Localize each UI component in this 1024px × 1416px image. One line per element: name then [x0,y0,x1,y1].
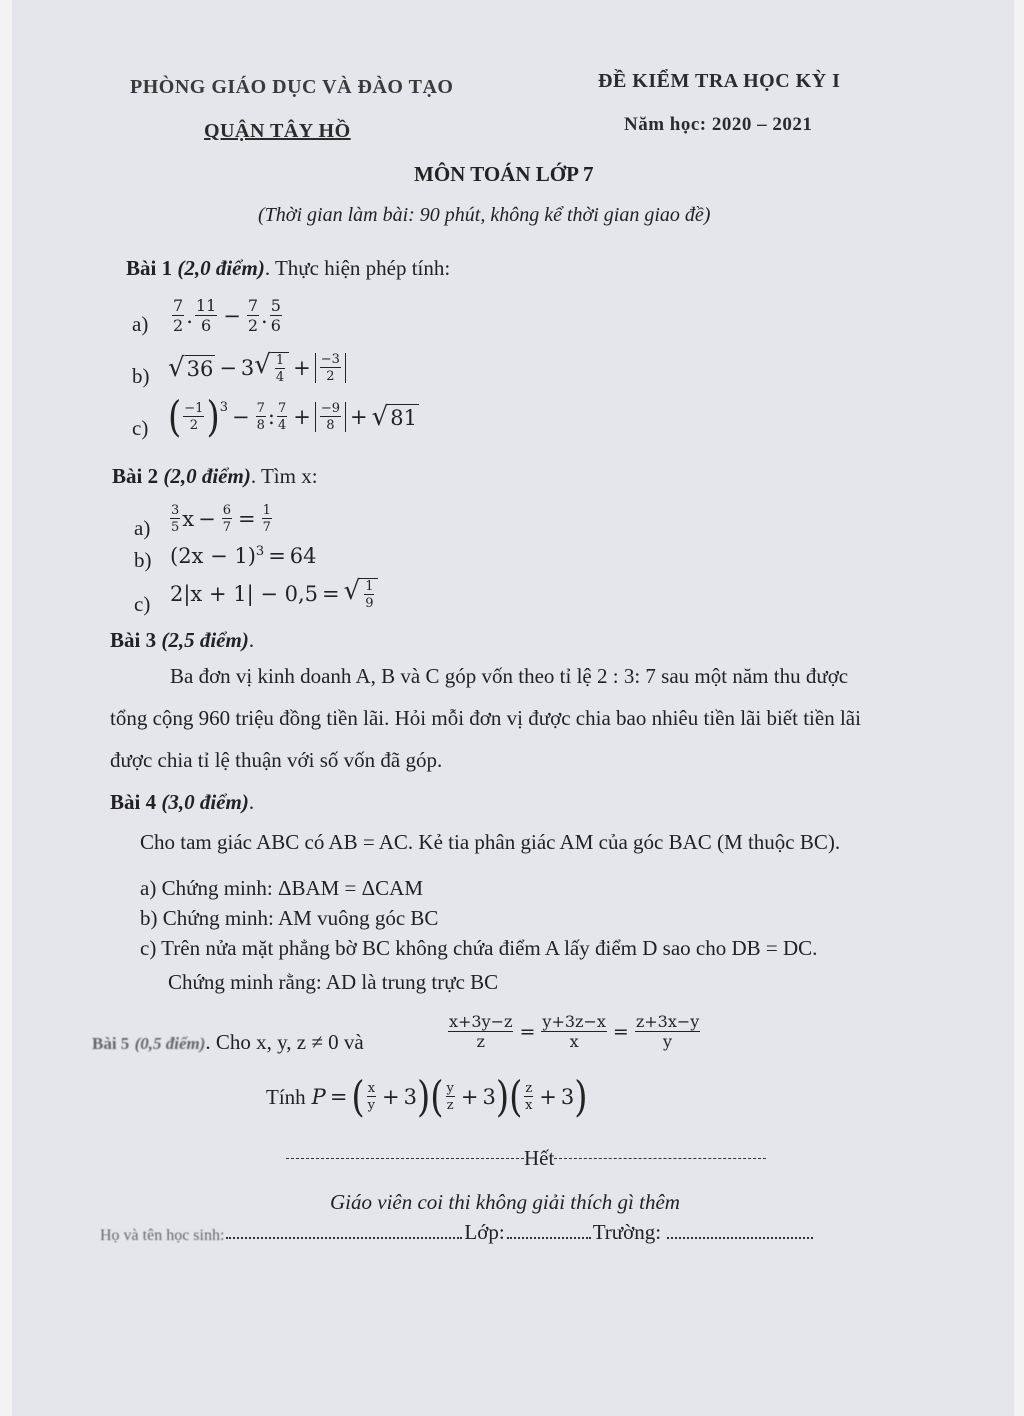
bai1-points: (2,0 điểm) [177,256,265,280]
bai1-expr-a: $\frac{7}{2}$ . $\frac{11}{6}$ − $\frac{7}{2}$ . $\frac{5}{6}$ [173,296,281,335]
subject-title: MÔN TOÁN LỚP 7 [414,162,594,186]
bai4-part-a: a) Chứng minh: ΔBAM = ΔCAM [140,876,423,900]
bai1-label-b: b) [132,364,150,388]
bai2-title: Bài 2 [112,464,159,488]
bai3-heading: Bài 3 (2,5 điểm). [110,628,255,652]
bai1-label-a: a) [132,312,149,336]
bai1-prompt: . Thực hiện phép tính: [264,256,451,280]
bai2-label-c: c) [134,592,151,616]
footer-note: Giáo viên coi thi không giải thích gì thêm [330,1190,680,1214]
bai1-expr-c: ( $\frac{-1}{2}$ ) $^3$ − $\frac{7}{8}$ : $\frac{7}{4}$ + $\frac{-9}{8}$ + √ 81 [168,392,417,442]
bai2-expr-b: (2x − 1) $^3$ = 64 [170,544,317,568]
paper-edge-left [0,0,12,1416]
fraction: $\frac{7}{2}$ [247,296,259,335]
sqrt-sign: √ $\frac{1}{9}$ [344,578,379,610]
bai4-intro: Cho tam giác ABC có AB = AC. Kẻ tia phân giác AM của góc BAC (M thuộc BC). [140,830,841,854]
bai4-part-b: b) Chứng minh: AM vuông góc BC [140,906,439,930]
divider-left [286,1158,524,1159]
name-blank [226,1237,462,1239]
bai3-line3: được chia tỉ lệ thuận với số vốn đã góp. [110,748,443,772]
fraction: $\frac{5}{6}$ [270,296,281,335]
class-label: Lớp: [464,1220,505,1244]
bai1-label-c: c) [132,416,149,440]
student-info-row [100,1220,815,1245]
bai3-line1: Ba đơn vị kinh doanh A, B và C góp vốn theo tỉ lệ 2 : 3: 7 sau một năm thu được [170,664,849,688]
school-year: Năm học: 2020 – 2021 [624,114,813,135]
bai3-title: Bài 3 [110,628,157,652]
end-mark-row [286,1146,766,1171]
bai4-points: (3,0 điểm) [161,790,249,814]
bai4-heading: Bài 4 (3,0 điểm). [110,790,255,814]
absolute-value: $\frac{-9}{8}$ [315,402,346,432]
bai5-prompt: . Cho x, y, z ≠ 0 và [205,1030,364,1054]
bai2-points: (2,0 điểm) [163,464,251,488]
school-blank [667,1237,813,1239]
bai4-part-c2: Chứng minh rằng: AD là trung trực BC [168,970,499,994]
bai2-expr-a: $\frac{3}{5}$ x − $\frac{6}{7}$ = $\frac{1}{7}$ [171,503,271,535]
sqrt-sign: √ $\frac{1}{4}$ [254,352,289,384]
divider-right [554,1158,766,1159]
paper-edge-right [1014,0,1024,1416]
bai4-title: Bài 4 [110,790,157,814]
dept-name: PHÒNG GIÁO DỤC VÀ ĐÀO TẠO [130,76,454,98]
district-name: QUẬN TÂY HỒ [204,120,351,142]
bai2-label-a: a) [134,516,151,540]
absolute-value: $\frac{-3}{2}$ [315,353,346,383]
exam-title: ĐỀ KIỂM TRA HỌC KỲ I [598,70,841,92]
fraction: $\frac{11}{6}$ [195,296,217,335]
bai5-heading [92,1030,364,1055]
bai5-title: Bài 5 [92,1034,130,1053]
bai5-tinh: Tính [266,1084,306,1109]
sqrt-sign: √ 81 [371,402,417,432]
bai4-part-c1: c) Trên nửa mặt phẳng bờ BC không chứa điểm A lấy điểm D sao cho DB = DC. [140,936,818,960]
fraction: $\frac{7}{2}$ [173,296,184,335]
student-name-label: Họ và tên học sinh: [100,1227,225,1244]
bai3-line2: tổng cộng 960 triệu đồng tiền lãi. Hỏi mỗi đơn vị được chia bao nhiêu tiền lãi biết tiền lãi [110,706,861,730]
bai5-points: (0,5 điểm) [134,1034,206,1053]
sqrt-sign: √ 36 [168,353,214,383]
bai2-label-b: b) [134,548,152,572]
bai1-expr-b: √ 36 − 3 √ $\frac{1}{4}$ + $\frac{-3}{2}$ [168,352,346,384]
bai1-title: Bài 1 [126,256,173,280]
class-blank [507,1237,591,1239]
school-label: Trường: [592,1220,662,1244]
bai5-condition: $\frac{x+3y-z}{z}$ = $\frac{y+3z-x}{x}$ = $\frac{z+3x-y}{y}$ [449,1012,700,1051]
bai3-points: (2,5 điểm) [161,628,249,652]
bai2-prompt: . Tìm x: [250,464,318,488]
bai5-expression: Tính P = ( $\frac{x}{y}$ + 3 ) ( $\frac{y}{z}$ + 3 ) ( $\frac{z}{x}$ + 3 ) [266,1072,588,1122]
time-note: (Thời gian làm bài: 90 phút, không kể thời gian giao đề) [258,204,711,226]
bai1-heading [126,256,450,281]
end-mark: Hết [524,1146,555,1170]
bai2-expr-c: 2|x + 1| − 0,5 = √ $\frac{1}{9}$ [170,578,378,610]
bai2-heading [112,464,318,489]
